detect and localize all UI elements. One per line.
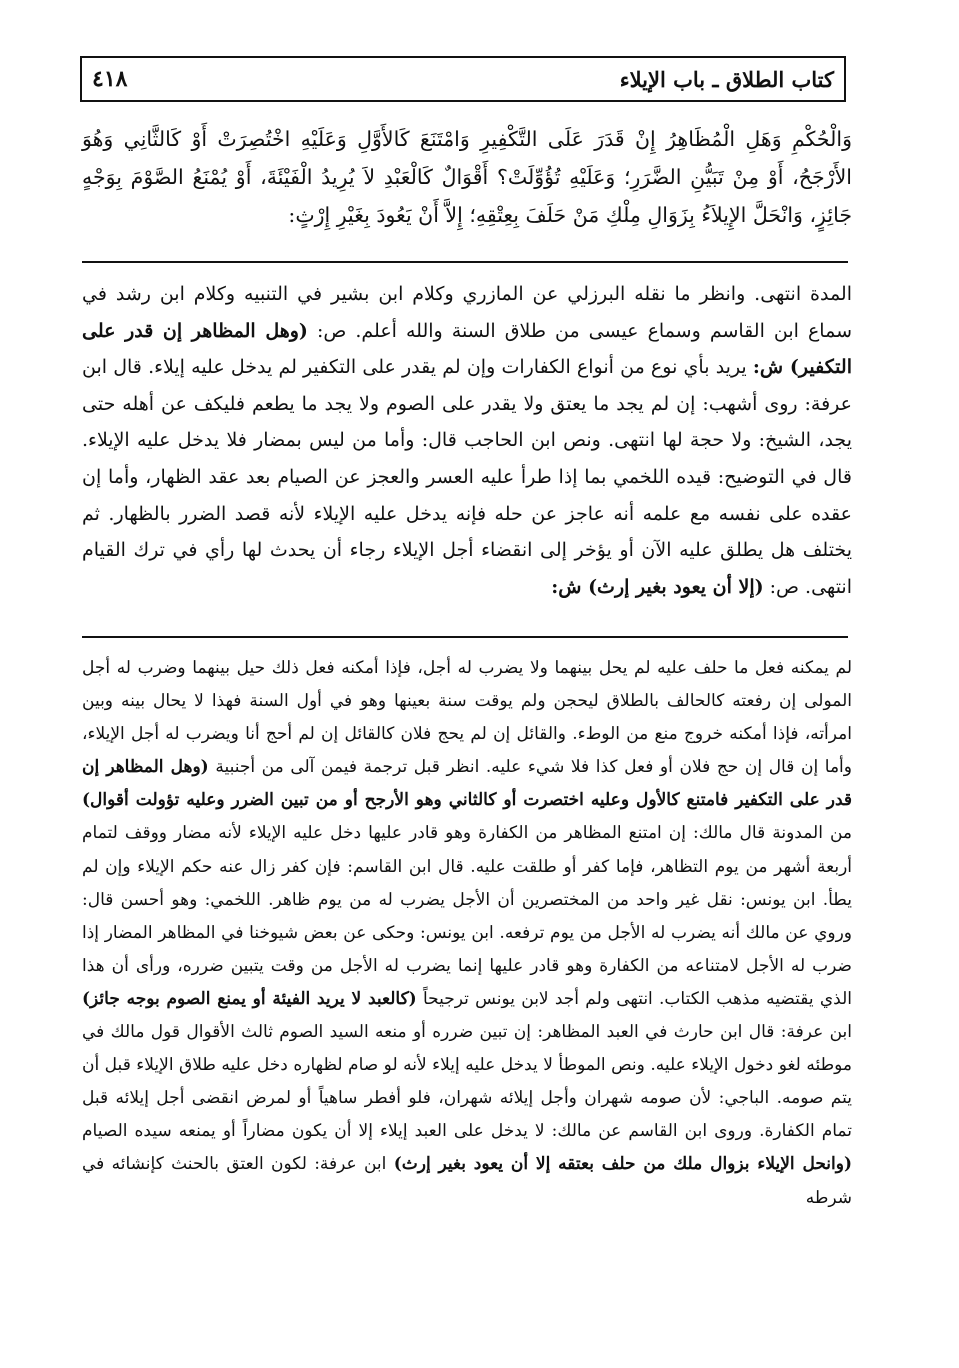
chapter-title: كتاب الطلاق ـ باب الإيلاء [619, 66, 834, 92]
page-number: ٤١٨ [92, 66, 128, 92]
matn-quote: (كالعبد لا يريد الفيئة أو يمنع الصوم بوجه جائز) [82, 988, 417, 1009]
page-header [80, 56, 846, 102]
divider-line [82, 261, 848, 263]
matn-text-block [82, 120, 852, 234]
commentary-paragraph [82, 652, 852, 1215]
commentary-text: يريد بأي نوع من أنواع الكفارات وإن لم يقدر على التكفير لم يدخل عليه إيلاء. قال ابن عرفة: روى أشهب: إن لم يجد ما يعتق ولا يقدر على الصوم ولا يجد ما يطعم فليكف عن أهله حتى يجد، الشيخ: ولا حجة لها انتهى. ونص ابن الحاجب قال: وأما من ليس بمضار فلا يدخل عليه الإيلاء. قال في التوضيح: قيده اللخمي بما إذا طرأ عليه العسر والعجز عن الصيام بعد عقد الظهار، وأما إن عقده على نفسه مع علمه أنه عاجز عن حله فإنه يدخل عليه الإيلاء لأنه قصد الضرر بالظهار. ثم يختلف هل يطلق عليه الآن أو يؤخر إلى انقضاء أجل الإيلاء رجاء أن يحدث لها رأي في ترك القيام انتهى. ص: [82, 356, 852, 598]
matn-quote: (وهل المظاهر إن قدر على التكفير فامتنع كالأول وعليه اختصرت أو كالثاني وهو الأرجح أو من تبين الضرر وعليه تؤولت أقوال) [82, 757, 852, 811]
commentary-text: ابن عرفة: لكون العتق بالحنث كإنشائه في شرطه [82, 1154, 852, 1208]
commentary-text: من المدونة قال مالك: إن امتنع المظاهر من الكفارة وهو قادر عليها دخل عليه الإيلاء لأنه مضار ووقف لتمام أربعة أشهر من يوم التظاهر، فإما كفر أو طلقت عليه. قال ابن القاسم: فإن كفر زال عنه حكم الإيلاء وإن لم يطأ. ابن يونس: نقل غير واحد من المختصرين أن الأجل يضرب له من يوم ظاهر. اللخمي: وهو أحسن قال: وروي عن مالك أنه يضرب له الأجل من يوم ترفعه. ابن يونس: وحكى عن بعض شيوخنا في المظاهر المضار إذا ضرب له الأجل لامتناعه من الكفارة وهو قادر عليها إنما يضرب له الأجل من وقت يتبين ضرره، ورأى أن هذا الذي يقتضيه مذهب الكتاب. انتهى ولم أجد لابن يونس ترجيحاً [82, 823, 853, 1009]
commentary-text: لم يمكنه فعل ما حلف عليه لم يحل بينهما ولا يضرب له أجل، فإذا أمكنه فعل ذلك حيل بينهما وضرب له أجل المولى إن رفعته كالحالف بالطلاق ليحجن ولم يوقت سنة بعينها وهو في أول السنة فهذا لا يحال بينه وبين امرأته، فإذا أمكنه خروج منع من الوطء. والقائل إن لم يحج فلان كالقائل إن لم أحج أنا ويضرب له أجل الإيلاء، وأما إن قال إن حج فلان أو فعل كذا فلا شيء عليه. انظر قبل ترجمة فيمن آلى من أجنبية [82, 658, 853, 778]
commentary-block-1 [82, 276, 852, 605]
commentary-text: ابن عرفة: قال ابن حارث في العبد المظاهر: إن تبين ضرره أو منعه السيد الصوم ثالث الأقوال قول مالك في موطئه لغو دخول الإيلاء عليه. ونص الموطأ لا يدخل عليه إيلاء لأنه لو صام لظهاره دخل عليه طلاق الإيلاء قبل أن يتم صومه. الباجي: لأن صومه شهران وأجل إيلائه شهران، فلو أفطر ساهياً أو لمرض انقضى أجل إيلائه قبل تمام الكفارة. وروى ابن القاسم عن مالك: لا يدخل على العبد إيلاء إلا أن يكون مضاراً أو يمنعه سيده الصيام [82, 1022, 852, 1142]
divider-line [82, 636, 848, 638]
matn-paragraph: وَالْحُكْمِ وَهَلِ الْمُظَاهِرُ إِنْ قَدَرَ عَلَى التَّكْفِيرِ وَامْتَنَعَ كَالأَوَّلِ وَعَلَيْهِ اخْتُصِرَتْ أَوْ كَالثَّانِي وَهُوَ الأَرْجَحُ، أَوْ مِنْ تَبَيُّنِ الضَّرَرِ؛ وَعَلَيْهِ تُؤُوِّلَتْ؟ أَقْوَالٌ كَالْعَبْدِ لاَ يُرِيدُ الْفَيْئَةَ، أَوْ يُمْنَعُ الصَّوْمَ بِوَجْهٍ جَائِزٍ، وَانْحَلَّ الإِيلاَءُ بِزَوَالِ مِلْكِ مَنْ حَلَفَ بِعِتْقِهِ؛ إِلاَّ أَنْ يَعُودَ بِغَيْرِ إِرْثٍ: [82, 127, 852, 227]
commentary-paragraph [82, 276, 852, 605]
matn-quote: (وهل المظاهر إن قدر على التكفير) ش: [82, 319, 852, 379]
matn-quote: (وانحل الإيلاء بزوال ملك من حلف بعتقه إلا أن يعود بغير إرث) [393, 1154, 852, 1175]
commentary-block-2 [82, 652, 852, 1215]
matn-quote: (إلا أن يعود بغير إرث) ش: [551, 575, 764, 598]
commentary-text: المدة انتهى. وانظر ما نقله البرزلي عن المازري وكلام ابن بشير في التنبيه وكلام ابن رشد في سماع ابن القاسم وسماع عيسى من طلاق السنة والله أعلم. ص: [82, 283, 852, 342]
